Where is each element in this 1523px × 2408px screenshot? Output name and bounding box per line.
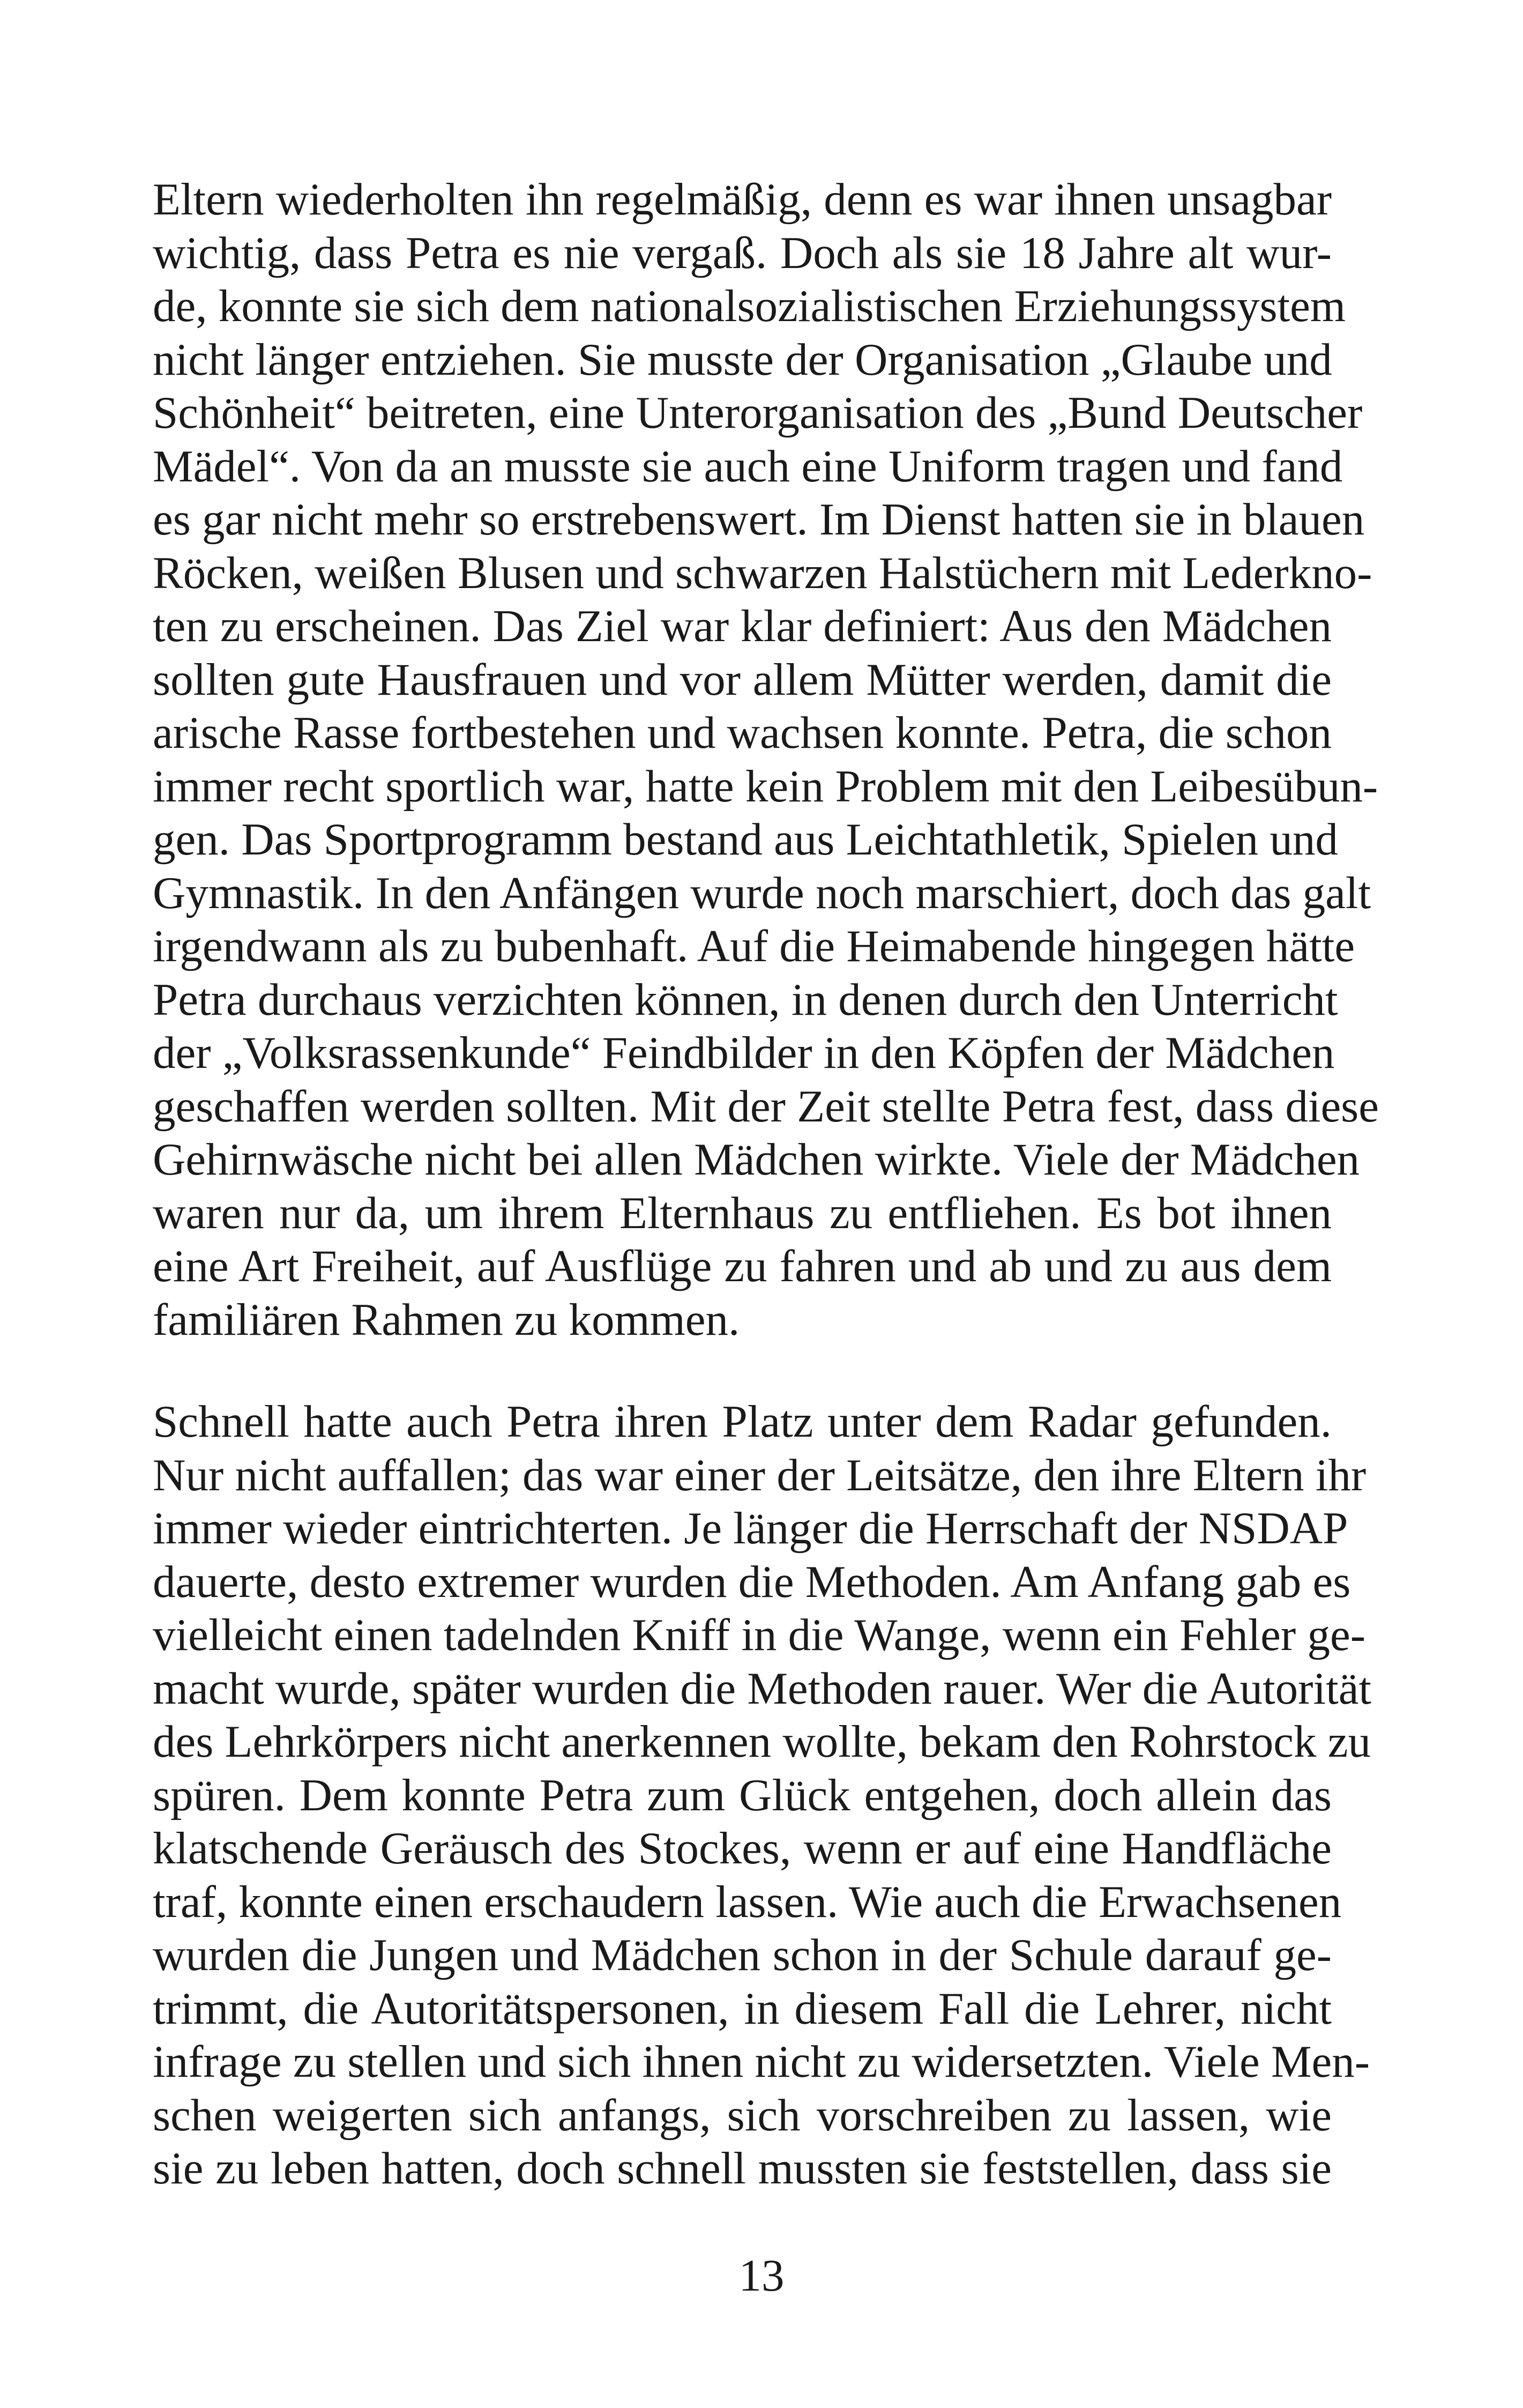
text-line: Röcken, weißen Blusen und schwarzen Halstüchern mit Lederkno- [153, 547, 1372, 598]
paragraph-2 [153, 1395, 1372, 2196]
text-line: es gar nicht mehr so erstrebenswert. Im Dienst hatten sie in blauen [153, 494, 1365, 545]
text-line: Schönheit“ beitreten, eine Unterorganisation des „Bund Deutscher [153, 388, 1363, 438]
text-line: vielleicht einen tadelnden Kniff in die Wange, wenn ein Fehler ge- [153, 1610, 1366, 1660]
text-line: trimmt, die Autoritätspersonen, in diesem Fall die Lehrer, nicht [153, 1983, 1332, 2034]
text-line: wichtig, dass Petra es nie vergaß. Doch als sie 18 Jahre alt wur- [153, 227, 1332, 278]
text-line: spüren. Dem konnte Petra zum Glück entgehen, doch allein das [153, 1770, 1332, 1820]
text-line: Mädel“. Von da an musste sie auch eine Uniform tragen und fand [153, 441, 1343, 492]
paragraph-1 [153, 173, 1379, 1347]
text-line: de, konnte sie sich dem nationalsozialistischen Erziehungssystem [153, 281, 1346, 331]
text-line: Nur nicht auffallen; das war einer der Leitsätze, den ihre Eltern ihr [153, 1450, 1367, 1500]
text-line: arische Rasse fortbestehen und wachsen konnte. Petra, die schon [153, 708, 1332, 758]
text-line: schen weigerten sich anfangs, sich vorschreiben zu lassen, wie [153, 2090, 1332, 2141]
text-line: Gymnastik. In den Anfängen wurde noch marschiert, doch das galt [153, 867, 1371, 918]
text-line: ten zu erscheinen. Das Ziel war klar definiert: Aus den Mädchen [153, 601, 1332, 651]
text-line: sollten gute Hausfrauen und vor allem Mütter werden, damit die [153, 654, 1332, 705]
text-line: nicht länger entziehen. Sie musste der Organisation „Glaube und [153, 334, 1332, 385]
text-line: waren nur da, um ihrem Elternhaus zu entfliehen. Es bot ihnen [153, 1187, 1332, 1238]
text-line: wurden die Jungen und Mädchen schon in der Schule darauf ge- [153, 1930, 1332, 1980]
text-line: dauerte, desto extremer wurden die Methoden. Am Anfang gab es [153, 1556, 1351, 1607]
text-line: Gehirnwäsche nicht bei allen Mädchen wirkte. Viele der Mädchen [153, 1134, 1360, 1185]
text-line: klatschende Geräusch des Stockes, wenn er auf eine Handfläche [153, 1823, 1332, 1874]
text-line: infrage zu stellen und sich ihnen nicht zu widersetzten. Viele Men- [153, 2037, 1370, 2087]
text-line: immer wieder eintrichterten. Je länger die Herrschaft der NSDAP [153, 1503, 1348, 1554]
text-line: Eltern wiederholten ihn regelmäßig, denn es war ihnen unsagbar [153, 174, 1332, 225]
text-line: irgendwann als zu bubenhaft. Auf die Heimabende hingegen hätte [153, 921, 1355, 971]
text-line: gen. Das Sportprogramm bestand aus Leichtathletik, Spielen und [153, 814, 1338, 865]
text-line: macht wurde, später wurden die Methoden rauer. Wer die Autorität [153, 1663, 1372, 1714]
text-line: Schnell hatte auch Petra ihren Platz unter dem Radar gefunden. [153, 1396, 1332, 1447]
text-line: immer recht sportlich war, hatte kein Problem mit den Leibesübun- [153, 761, 1378, 812]
text-line: traf, konnte einen erschaudern lassen. Wie auch die Erwachsenen [153, 1876, 1342, 1927]
page-number: 13 [738, 2250, 785, 2301]
text-line: sie zu leben hatten, doch schnell mussten sie feststellen, dass sie [153, 2143, 1332, 2194]
text-line: der „Volksrassenkunde“ Feindbilder in den Köpfen der Mädchen [153, 1028, 1335, 1078]
text-line: geschaffen werden sollten. Mit der Zeit stellte Petra fest, dass diese [153, 1081, 1379, 1132]
text-line: familiären Rahmen zu kommen. [153, 1294, 740, 1345]
text-line: Petra durchaus verzichten können, in denen durch den Unterricht [153, 974, 1338, 1025]
text-line: eine Art Freiheit, auf Ausflüge zu fahren und ab und zu aus dem [153, 1241, 1332, 1291]
text-line: des Lehrkörpers nicht anerkennen wollte, bekam den Rohrstock zu [153, 1716, 1371, 1767]
